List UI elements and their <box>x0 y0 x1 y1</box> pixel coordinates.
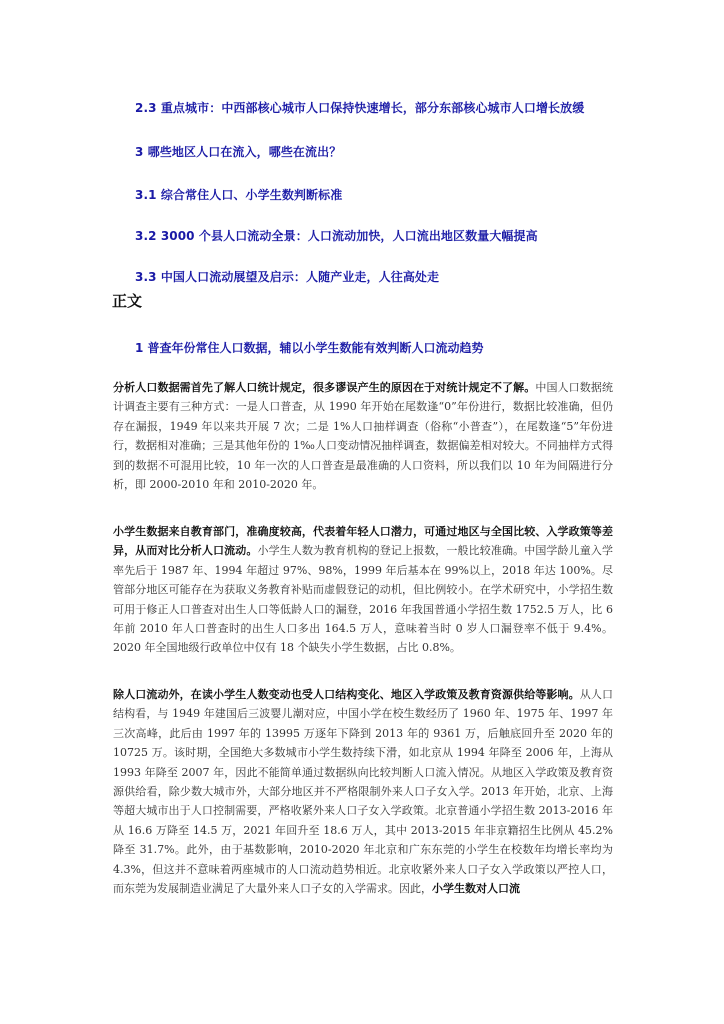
toc-item-3-1[interactable]: 3.1 综合常住人口、小学生数判断标准 <box>135 188 343 202</box>
section-heading: 正文 <box>112 292 143 310</box>
paragraph-3 <box>113 685 613 898</box>
paragraph-1-body: 中国人口数据统计调查主要有三种方式：一是人口普查，从 1990 年开始在尾数逢“0”年份进行，数据比较准确，但仍存在漏报，1949 年以来共开展 7 次；二是 1%人口抽样调查（俗称“小普查”），在尾数逢“5”年份进行，数据相对准确；三是其他年份的 1‰人口变动情况抽样调查，数据偏差相对较大。不同抽样方式得到的数据不可混用比较，10 年一次的人口普查是最准确的人口资料，所以我们以 10 年为间隔进行分析，即 2000-2010 年和 2010-2020 年。 <box>113 381 614 492</box>
toc-item-2-3[interactable]: 2.3 重点城市：中西部核心城市人口保持快速增长，部分东部核心城市人口增长放缓 <box>135 101 585 115</box>
paragraph-2 <box>113 522 613 658</box>
toc-item-3-2[interactable]: 3.2 3000 个县人口流动全景：人口流动加快，人口流出地区数量大幅提高 <box>135 229 538 243</box>
paragraph-1 <box>113 378 613 494</box>
subheading: 1 普查年份常住人口数据，辅以小学生数能有效判断人口流动趋势 <box>135 341 484 355</box>
paragraph-3-body: 从人口结构看，与 1949 年建国后三波婴儿潮对应，中国小学在校生数经历了 1960 年、1975 年、1997 年三次高峰，此后由 1997 年的 13995 万逐年下降到 2013 年的 9361 万，后触底回升至 2020 年的 10725 万。该时期，全国绝大多数城市小学生数持续下滑，如北京从 1994 年降至 2006 年，上海从 1993 年降至 2007 年，因此不能简单通过数据纵向比较判断人口流入情况。从地区入学政策及教育资源供给看，除少数大城市外，大部分地区并不严格限制外来人口子女入学。2013 年开始，北京、上海等超大城市出于人口控制需要，严格收紧外来人口子女入学政策。北京普通小学招生数 2013-2016 年从 16.6 万降至 14.5 万，2021 年回升至 18.6 万人，其中 2013-2015 年非京籍招生比例从 45.2%降至 31.7%。此外，由于基数影响，2010-2020 年北京和广东东莞的小学生在校数年均增长率均为 4.3%，但这并不意味着两座城市的人口流动趋势相近。北京收紧外来人口子女入学政策以严控人口，而东莞为发展制造业满足了大量外来人口子女的入学需求。因此， <box>113 688 614 896</box>
paragraph-3-lead: 除人口流动外，在读小学生人数变动也受人口结构变化、地区入学政策及教育资源供给等影响。 <box>113 688 580 701</box>
paragraph-1-lead: 分析人口数据需首先了解人口统计规定，很多谬误产生的原因在于对统计规定不了解。 <box>113 381 536 394</box>
toc-item-3[interactable]: 3 哪些地区人口在流入，哪些在流出？ <box>135 145 342 159</box>
paragraph-3-tail: 小学生数对人口流 <box>432 882 520 896</box>
paragraph-2-body: 小学生人数为教育机构的登记上报数，一般比较准确。中国学龄儿童入学率先后于 1987 年、1994 年超过 97%、98%，1999 年后基本在 99%以上，2018 年达 100%。尽管部分地区可能存在为获取义务教育补贴而虚假登记的动机，但比例较小。在学术研究中，小学招生数可用于修正人口普查对出生人口等低龄人口的漏登，2016 年我国普通小学招生数 1752.5 万人，比 6 年前 2010 年人口普查时的出生人口多出 164.5 万人，意味着当时 0 岁人口漏登率不低于 9.4%。2020 年全国地级行政单位中仅有 18 个缺失小学生数据，占比 0.8%。 <box>113 544 614 655</box>
toc-item-3-3[interactable]: 3.3 中国人口流动展望及启示：人随产业走，人往高处走 <box>135 270 440 284</box>
paragraph-2-lead: 小学生数据来自教育部门，准确度较高，代表着年轻人口潜力，可通过地区与全国比较、入学政策等差异，从而对比分析人口流动。 <box>113 525 613 558</box>
